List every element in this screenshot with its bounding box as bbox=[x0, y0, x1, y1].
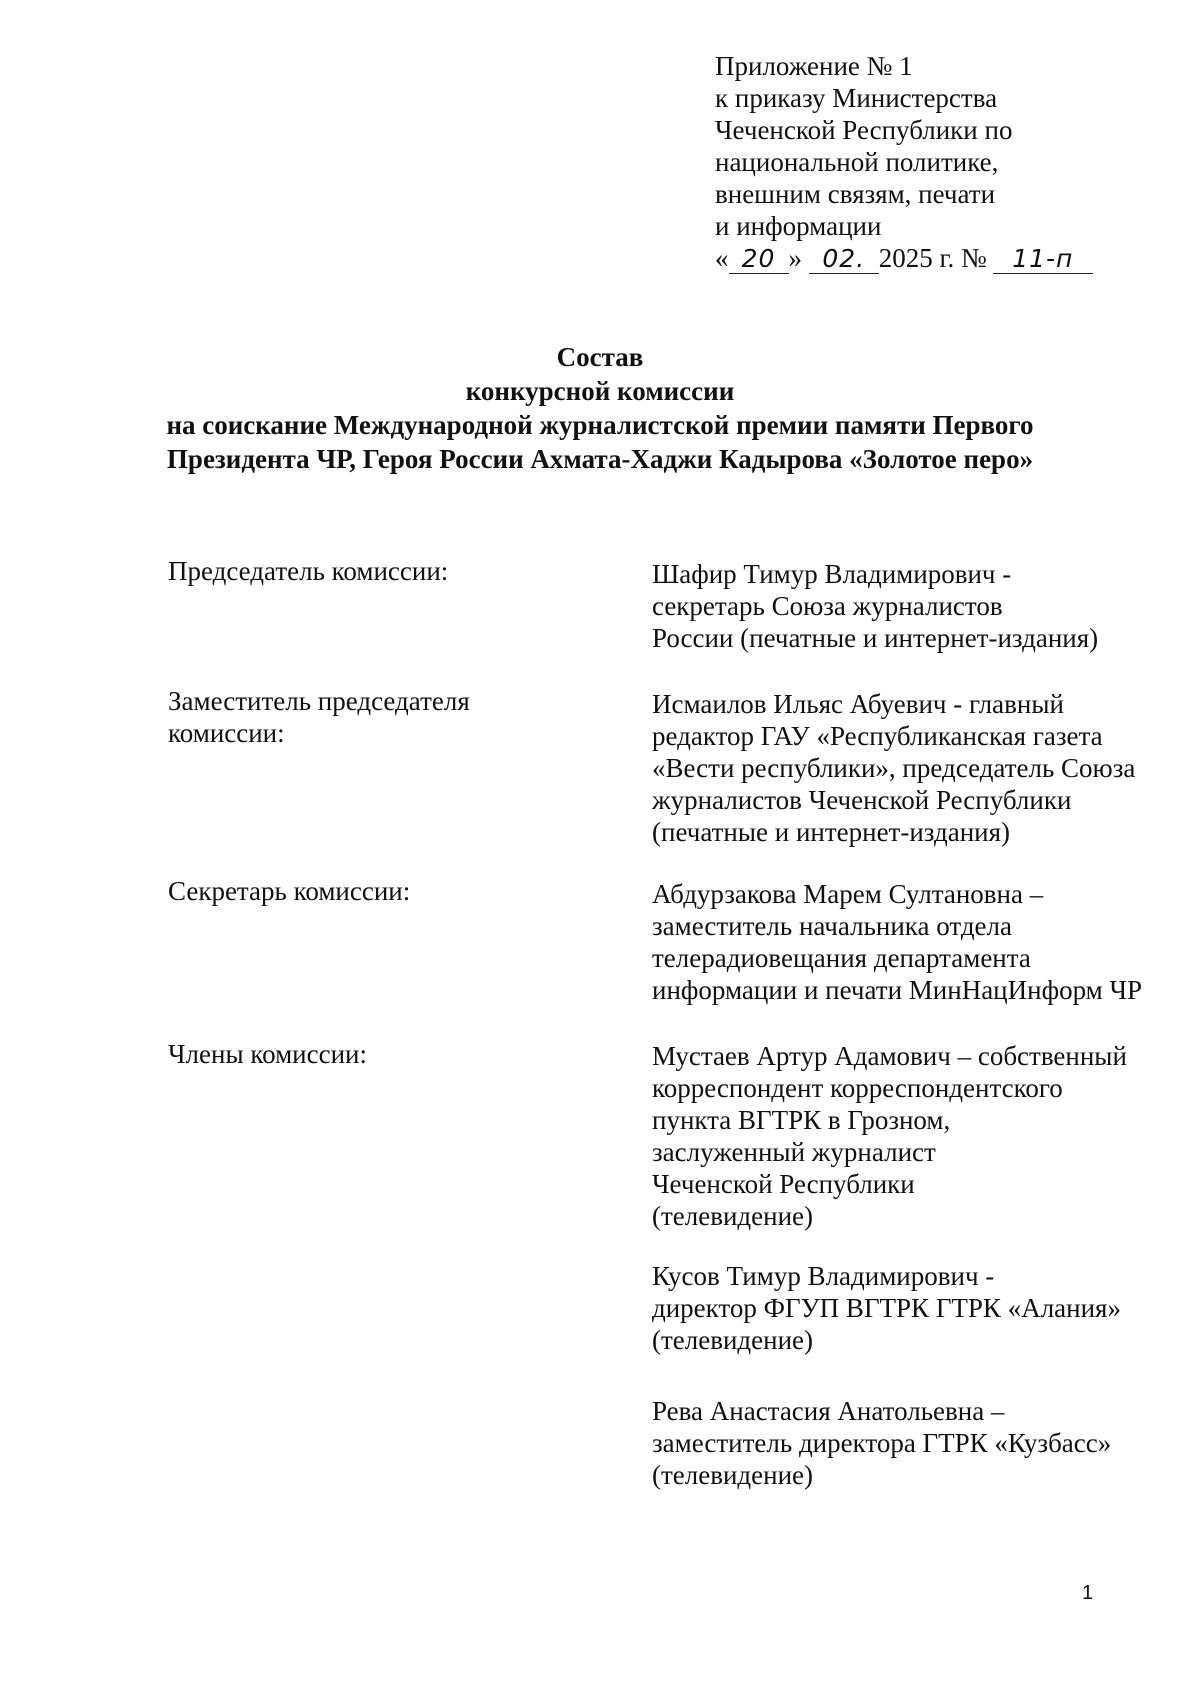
date-year: 2025 г. № bbox=[878, 243, 987, 273]
member-line: заместитель директора ГТРК «Кузбасс» bbox=[652, 1428, 1112, 1458]
member-chairman bbox=[652, 558, 1172, 654]
date-close-quote: » bbox=[788, 243, 802, 273]
member-line: России (печатные и интернет-издания) bbox=[652, 623, 1099, 653]
appendix-line: внешним связям, печати bbox=[715, 179, 996, 209]
role-secretary bbox=[168, 875, 608, 907]
member-line: телерадиовещания департамента bbox=[652, 943, 1031, 973]
role-label: комиссии: bbox=[168, 718, 285, 748]
order-number-handwritten: 11-п bbox=[993, 245, 1093, 274]
title-line: Президента ЧР, Героя России Ахмата-Хаджи Кадырова «Золотое перо» bbox=[166, 444, 1034, 474]
appendix-line: Чеченской Республики по bbox=[715, 115, 1013, 145]
member-reva bbox=[652, 1395, 1172, 1491]
member-line: (телевидение) bbox=[652, 1460, 814, 1490]
role-label: Председатель комиссии: bbox=[168, 556, 449, 586]
member-line: журналистов Чеченской Республики bbox=[652, 785, 1072, 815]
member-line: «Вести республики», председатель Союза bbox=[652, 753, 1136, 783]
date-open-quote: « bbox=[715, 243, 729, 273]
role-label: Члены комиссии: bbox=[168, 1039, 367, 1069]
title-line: конкурсной комиссии bbox=[465, 376, 735, 406]
member-line: пункта ВГТРК в Грозном, bbox=[652, 1105, 951, 1135]
appendix-line: Приложение № 1 bbox=[715, 51, 913, 81]
document-title bbox=[80, 340, 1120, 476]
member-line: секретарь Союза журналистов bbox=[652, 591, 1003, 621]
member-line: (печатные и интернет-издания) bbox=[652, 817, 1011, 847]
appendix-header bbox=[715, 50, 1135, 274]
title-line: Состав bbox=[556, 342, 644, 372]
member-line: Рева Анастасия Анатольевна – bbox=[652, 1396, 1005, 1426]
member-line: Кусов Тимур Владимирович - bbox=[652, 1261, 995, 1291]
role-chairman bbox=[168, 555, 608, 587]
member-line: Исмаилов Ильяс Абуевич - главный bbox=[652, 689, 1064, 719]
page-number: 1 bbox=[1082, 1582, 1094, 1604]
role-deputy bbox=[168, 685, 608, 749]
date-month-handwritten: 02. bbox=[809, 245, 879, 274]
member-line: (телевидение) bbox=[652, 1201, 814, 1231]
member-mustaev bbox=[652, 1040, 1172, 1232]
title-line: на соискание Международной журналистской премии памяти Первого bbox=[166, 410, 1034, 440]
member-line: (телевидение) bbox=[652, 1325, 814, 1355]
member-line: Мустаев Артур Адамович – собственный bbox=[652, 1041, 1127, 1071]
member-secretary bbox=[652, 878, 1172, 1006]
appendix-line: к приказу Министерства bbox=[715, 83, 998, 113]
member-line: заслуженный журналист bbox=[652, 1137, 936, 1167]
date-day-handwritten: 20 bbox=[729, 245, 789, 274]
role-label: Заместитель председателя bbox=[168, 686, 470, 716]
member-line: директор ФГУП ВГТРК ГТРК «Алания» bbox=[652, 1293, 1121, 1323]
member-line: Шафир Тимур Владимирович - bbox=[652, 559, 1012, 589]
appendix-line: и информации bbox=[715, 211, 882, 241]
role-label: Секретарь комиссии: bbox=[168, 876, 411, 906]
member-kusov bbox=[652, 1260, 1172, 1356]
member-line: редактор ГАУ «Республиканская газета bbox=[652, 721, 1103, 751]
member-line: корреспондент корреспондентского bbox=[652, 1073, 1063, 1103]
order-date-line bbox=[715, 242, 1135, 274]
member-line: информации и печати МинНацИнформ ЧР bbox=[652, 975, 1143, 1005]
member-line: Абдурзакова Марем Султановна – bbox=[652, 879, 1044, 909]
member-line: Чеченской Республики bbox=[652, 1169, 915, 1199]
role-members bbox=[168, 1038, 608, 1070]
member-line: заместитель начальника отдела bbox=[652, 911, 1012, 941]
member-deputy bbox=[652, 688, 1172, 848]
appendix-line: национальной политике, bbox=[715, 147, 999, 177]
